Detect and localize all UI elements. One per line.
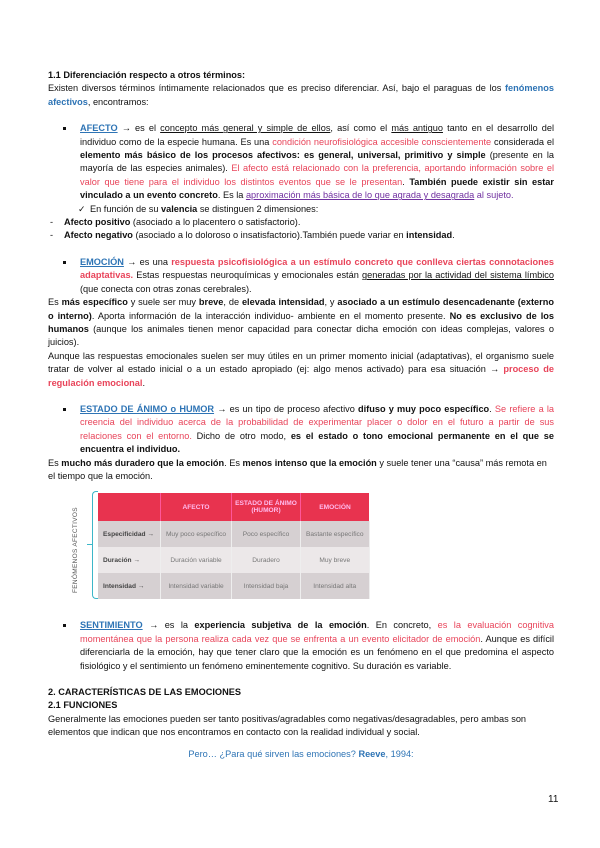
text-segment: es la evaluación cognitiva momentánea que la persona realiza cada vez que se enfrenta a un evento elicitador de emoción — [80, 620, 554, 644]
table-header: EMOCIÓN — [301, 493, 370, 521]
term-link[interactable]: SENTIMIENTO — [80, 620, 143, 631]
table-cell: Duradero — [232, 547, 301, 573]
text-segment: difuso y muy poco específico — [358, 403, 490, 414]
table-cell: Intensidad alta — [301, 573, 370, 599]
text-segment: . — [489, 403, 495, 414]
text-segment: elevada intensidad — [241, 297, 325, 308]
table-cell: Intensidad variable — [161, 573, 232, 599]
text-segment: → es la — [142, 620, 195, 631]
term-link[interactable]: AFECTO — [80, 123, 118, 134]
table-cell: Muy poco específico — [161, 521, 232, 547]
table-cell: Muy breve — [301, 547, 370, 573]
text-segment: experiencia subjetiva de la emoción — [194, 620, 367, 631]
text-segment: . — [402, 176, 410, 187]
text-segment: más antiguo — [391, 123, 443, 134]
table-cell: Poco específico — [232, 521, 301, 547]
table-cell: Duración variable — [161, 547, 232, 573]
table-cell: Duración → — [98, 547, 161, 573]
table-header: AFECTO — [161, 493, 232, 521]
text-segment: asociado a un estímulo desencadenante (externo o interno) — [48, 297, 554, 321]
text-segment: fenómenos afectivos — [48, 83, 554, 107]
side-label: FENÓMENOS AFECTIVOS — [72, 507, 79, 594]
table-row — [98, 547, 369, 573]
text-segment: generadas por la actividad del sistema límbico — [361, 270, 554, 281]
text-segment: menos intenso que la emoción — [242, 457, 377, 468]
text-segment: → es el — [117, 123, 161, 134]
text-segment: No es exclusivo de los humanos — [48, 310, 554, 334]
text-segment: intensidad — [406, 230, 453, 241]
comparison-table — [98, 493, 370, 599]
text-segment: (que conecta con otras zonas cerebrales). — [80, 283, 252, 294]
text-segment: (aunque los animales tienen menor capacidad para conectar dicha emoción con ideas complejas, valores o juicios). — [48, 323, 554, 348]
text-segment: , 1994: — [385, 748, 414, 759]
document-page — [48, 69, 554, 761]
text-segment: . En concreto, — [366, 620, 438, 631]
text-segment: , y — [324, 297, 338, 308]
text-segment: mucho más duradero que la emoción — [61, 457, 225, 468]
text-segment: (asociado a lo doloroso o insatisfactorio).También puede variar en — [132, 230, 407, 241]
text-segment: Se refiere a la creencia del individuo acerca de la probabilidad de experimentar placer o dolor en el futuro a partir de sus relaciones con el entorno. — [80, 403, 555, 441]
bullet-afecto — [48, 122, 554, 202]
text-segment: Aunque las respuestas emocionales suelen ser muy útiles en un primer momento inicial (adaptativas), el organismo suele tratar de volver al estado inicial o a un estado apropiado (ej: algo menos activado) para esa situación → — [48, 350, 554, 375]
text-segment: es el estado o tono emocional permanente en el que se encuentra el individuo. — [80, 430, 554, 455]
text-segment: (asociado a lo placentero o satisfactorio). — [130, 217, 301, 228]
table-row — [98, 521, 369, 547]
text-segment: breve — [198, 297, 224, 308]
section-heading-1-1: 1.1 Diferenciación respecto a otros términos: — [48, 70, 246, 80]
text-segment: . — [142, 377, 146, 388]
table-row — [98, 573, 369, 599]
text-segment: , encontramos: — [87, 96, 149, 107]
animo-paragraph — [48, 457, 554, 484]
intro-paragraph — [48, 82, 554, 109]
comparison-figure — [48, 489, 554, 601]
text-segment: y suele ser muy — [127, 297, 199, 308]
text-segment: , de — [223, 297, 242, 308]
bullet-sentimiento — [48, 619, 554, 673]
text-segment: . Es — [224, 457, 243, 468]
bullet-estado-animo — [48, 403, 554, 457]
emocion-paragraph-1 — [48, 296, 554, 350]
emocion-paragraph-2 — [48, 350, 554, 390]
text-segment: tanto en el desarrollo del individuo como de la especie humana. Es una — [80, 123, 554, 147]
afecto-negativo-item — [48, 229, 554, 242]
term-link[interactable]: EMOCIÓN — [80, 256, 124, 267]
text-segment: más específico — [61, 297, 128, 308]
text-segment: Dicho de otro modo, — [191, 430, 291, 441]
bullet-emocion — [48, 256, 554, 296]
text-segment: , así como el — [330, 123, 392, 134]
text-segment: Afecto positivo — [64, 217, 131, 228]
valencia-text — [90, 204, 318, 214]
text-segment: valencia — [161, 203, 198, 214]
funciones-paragraph: Generalmente las emociones pueden ser tanto positivas/agradables como negativas/desagradables, pero ambas son elementos que indican que nos encontramos en contacto con la realidad individual y social. — [48, 713, 527, 738]
text-segment: . Es la — [217, 190, 246, 201]
text-segment: al sujeto. — [474, 190, 514, 201]
text-segment: . Aunque es difícil diferenciarla de la emoción, hay que tener claro que la emoción es un fenómeno en el que predomina el aspecto fisiológico y el sentimiento un fenómeno eminentemente cognitivo. Su duración es variable. — [80, 633, 554, 671]
text-segment: También puede existir sin estar vinculado a un evento concreto — [80, 176, 554, 201]
text-segment: aproximación más básica de lo que agrada y desagrada — [245, 190, 475, 201]
text-segment: (presente en la mayoría de las especies animales). — [80, 150, 555, 174]
text-segment: elemento más básico de los procesos afectivos: es general, universal, primitivo y simple — [80, 150, 486, 161]
table-cell: Especificidad → — [98, 521, 161, 547]
question-line — [48, 748, 554, 761]
text-segment: Estas respuestas neuroquímicas y emocionales están — [133, 270, 362, 281]
text-segment: → es un tipo de proceso afectivo — [214, 403, 358, 414]
text-segment: Pero… ¿Para qué sirven las emociones? — [188, 748, 359, 759]
text-segment: considerada el — [491, 136, 555, 147]
text-segment: Afecto negativo — [64, 230, 133, 241]
section-heading-2: 2. CARACTERÍSTICAS DE LAS EMOCIONES — [48, 687, 241, 697]
text-segment: . Aporta información de la interacción individuo- ambiente en el momento presente. — [91, 310, 450, 321]
text-segment: . — [452, 230, 455, 241]
text-segment: → es una — [123, 256, 172, 267]
afecto-positivo-item — [48, 216, 554, 229]
table-cell: Intensidad baja — [232, 573, 301, 599]
table-cell: Bastante específico — [301, 521, 370, 547]
text-segment: Es — [48, 457, 62, 468]
text-segment: respuesta psicofisiológica a un estímulo concreto que conlleva ciertas connotaciones adaptativas. — [80, 256, 554, 281]
term-link[interactable]: ESTADO DE ÁNIMO o HUMOR — [80, 403, 215, 414]
text-segment: Existen diversos términos íntimamente relacionados que es preciso diferenciar. Así, bajo el paraguas de los — [48, 83, 505, 94]
table-header — [98, 493, 161, 521]
checkmark-icon: ✓ — [78, 203, 86, 214]
section-heading-2-1: 2.1 FUNCIONES — [48, 700, 118, 711]
table-cell: Intensidad → — [98, 573, 161, 599]
text-segment: concepto más general y simple de ellos — [160, 123, 331, 134]
text-segment: El afecto está relacionado con la preferencia, aportando información sobre el valor que tiene para el individuo los distintos eventos que se le presentan — [80, 163, 554, 187]
page-number: 11 — [548, 794, 559, 805]
text-segment: Es — [48, 297, 62, 308]
text-segment: condición neurofisiológica accesible conscientemente — [272, 136, 492, 147]
text-segment: proceso de regulación emocional — [48, 364, 554, 388]
text-segment: y suele tener una “causa” más remota en el tiempo que la emoción. — [48, 457, 547, 481]
valencia-item — [48, 203, 554, 216]
table-header: ESTADO DE ÁNIMO (HUMOR) — [232, 493, 301, 521]
text-segment: se distinguen 2 dimensiones: — [197, 203, 319, 214]
text-segment: En función de su — [90, 203, 161, 214]
text-segment: Reeve — [358, 748, 386, 759]
